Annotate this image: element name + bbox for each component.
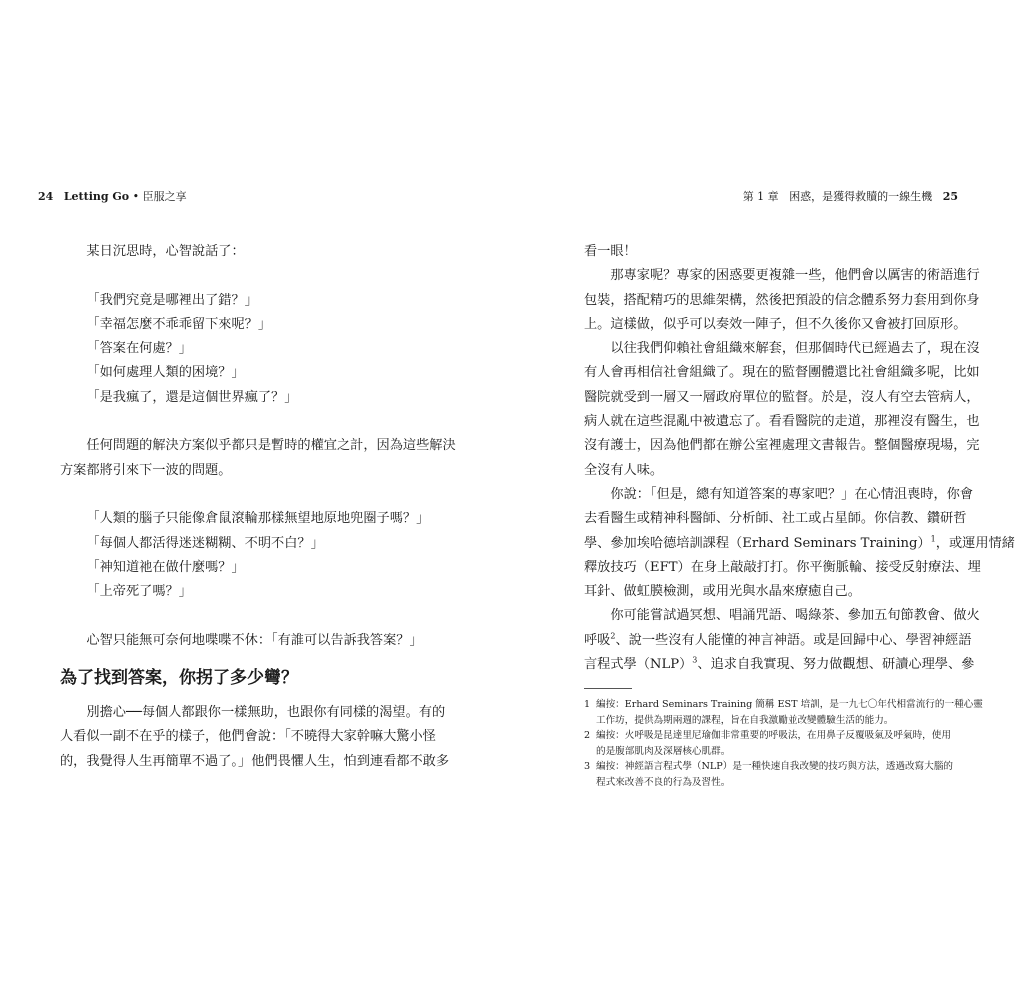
- paragraph-line: 醫院就受到一層又一層政府單位的監督。於是，沒人有空去管病人，: [584, 389, 980, 405]
- footnote-line: 工作坊，提供為期兩週的課程，旨在自我激勵並改變體驗生活的能力。: [596, 714, 894, 726]
- paragraph-line: [584, 653, 975, 677]
- paragraph-line: 別擔心──每個人都跟你一樣無助，也跟你有同樣的渴望。有的: [86, 705, 446, 721]
- left-body-text: [60, 240, 456, 774]
- footnote-divider: [584, 688, 632, 689]
- footnote-line: 的是腹部肌肉及深層核心肌群。: [596, 745, 731, 757]
- footnote: [584, 728, 954, 759]
- text-run: 言程式學（NLP）: [584, 657, 693, 673]
- paragraph-line: 沒有護士，因為他們都在辦公室裡處理文書報告。整個醫療現場，完: [584, 438, 980, 454]
- text-run: ，或運用情緒: [935, 535, 1015, 551]
- question-line: 「上帝死了嗎？」: [86, 584, 192, 600]
- footnotes: [584, 697, 983, 790]
- footnote-line: 編按：神經語言程式學（NLP）是一種快速自我改變的技巧與方法，透過改寫大腦的: [596, 761, 954, 772]
- footnote-ref-3[interactable]: 3: [692, 655, 698, 665]
- paragraph-line: 人看似一副不在乎的樣子，他們會說：「不曉得大家幹嘛大驚小怪: [60, 729, 436, 745]
- book-title-en: Letting Go: [63, 190, 130, 203]
- footnote-number: 1: [584, 699, 591, 710]
- chapter-label: 第 1 章: [742, 190, 779, 203]
- paragraph-line: 有人會再相信社會組織了。現在的監督團體還比社會組織多呢，比如: [584, 365, 980, 381]
- footnote-number: 3: [584, 761, 591, 772]
- paragraph-mind: 心智只能無可奈何地喋喋不休：「有誰可以告訴我答案？」: [86, 632, 423, 648]
- section-heading: 為了找到答案，你拐了多少彎？: [60, 668, 298, 689]
- question-line: 「如何處理人類的困境？」: [86, 365, 245, 381]
- question-line: 「答案在何處？」: [86, 341, 192, 357]
- footnote-line: 程式來改善不良的行為及習性。: [596, 776, 731, 788]
- paragraph-line: 那專家呢？專家的困惑要更複雜一些，他們會以厲害的術語進行: [610, 268, 980, 284]
- left-running-head: [38, 190, 187, 204]
- question-line: 「每個人都活得迷迷糊糊、不明不白？」: [86, 535, 324, 551]
- text-run: 、追求自我實現、努力做觀想、研讀心理學、參: [697, 657, 975, 673]
- question-line: 「是我瘋了，還是這個世界瘋了？」: [86, 389, 298, 405]
- text-run: 、說一些沒有人能懂的神言神語。或是回歸中心、學習神經語: [615, 632, 972, 648]
- paragraph-line: 看一眼！: [584, 244, 637, 259]
- paragraph-line: 以往我們仰賴社會組織來解套，但那個時代已經過去了，現在沒: [610, 341, 980, 357]
- paragraph-line: 病人就在這些混亂中被遺忘了。看看醫院的走道，那裡沒有醫生，也: [584, 414, 980, 430]
- footnote-line: 編按：Erhard Seminars Training 簡稱 EST 培訓，是一九七〇年代相當流行的一種心靈: [596, 699, 983, 710]
- left-page-number: 24: [38, 190, 54, 203]
- text-run: 呼吸: [584, 632, 611, 648]
- paragraph-line: 你可能嘗試過冥想、唱誦咒語、喝綠茶、參加五旬節教會、做火: [610, 608, 980, 624]
- footnote-number: 2: [584, 730, 591, 741]
- right-page-number: 25: [942, 190, 958, 203]
- paragraph-line: 你說：「但是，總有知道答案的專家吧？」在心情沮喪時，你會: [610, 486, 974, 502]
- right-running-head: [743, 190, 958, 204]
- paragraph-line: 耳針、做虹膜檢測，或用光與水晶來療癒自己。: [584, 584, 861, 600]
- footnote-line: 編按：火呼吸是昆達里尼瑜伽非常重要的呼吸法，在用鼻子反覆吸氣及呼氣時，使用: [596, 730, 951, 741]
- chapter-title: 困惑，是獲得救贖的一線生機: [789, 190, 933, 203]
- paragraph-intro: 某日沉思時，心智說話了：: [86, 244, 245, 259]
- question-line: 「我們究竟是哪裡出了錯？」: [86, 292, 258, 308]
- footnote-ref-2[interactable]: 2: [610, 631, 616, 641]
- footnote-ref-1[interactable]: 1: [930, 534, 936, 544]
- paragraph-line: 去看醫生或精神科醫師、分析師、社工或占星師。你信教、鑽研哲: [584, 511, 967, 527]
- question-line: 「神知道祂在做什麼嗎？」: [86, 559, 245, 575]
- right-body-text: [584, 240, 1015, 677]
- title-separator: •: [132, 190, 140, 203]
- paragraph-line: 的，我覺得人生再簡單不過了。」他們畏懼人生，怕到連看都不敢多: [60, 753, 450, 769]
- text-run: 學、參加埃哈德培訓課程（Erhard Seminars Training）: [584, 535, 931, 551]
- question-line: 「人類的腦子只能像倉鼠滾輪那樣無望地原地兜圈子嗎？」: [86, 511, 430, 527]
- paragraph-line: 全沒有人味。: [584, 462, 664, 478]
- footnote: [584, 697, 983, 728]
- paragraph-line: [584, 629, 972, 653]
- book-title-zh: 臣服之享: [142, 190, 187, 203]
- paragraph-line: 任何問題的解決方案似乎都只是暫時的權宜之計，因為這些解決: [86, 438, 456, 454]
- paragraph-line: 包裝，搭配精巧的思維架構，然後把預設的信念體系努力套用到你身: [584, 292, 980, 308]
- question-line: 「幸福怎麼不乖乖留下來呢？」: [86, 316, 272, 332]
- footnote: [584, 759, 954, 790]
- paragraph-line: [584, 532, 1015, 556]
- left-page: [0, 0, 500, 1000]
- paragraph-line: 方案都將引來下一波的問題。: [60, 462, 232, 478]
- paragraph-line: 釋放技巧（EFT）在身上敲敲打打。你平衡脈輪、接受反射療法、埋: [584, 559, 981, 575]
- paragraph-line: 上。這樣做，似乎可以奏效一陣子，但不久後你又會被打回原形。: [584, 316, 967, 332]
